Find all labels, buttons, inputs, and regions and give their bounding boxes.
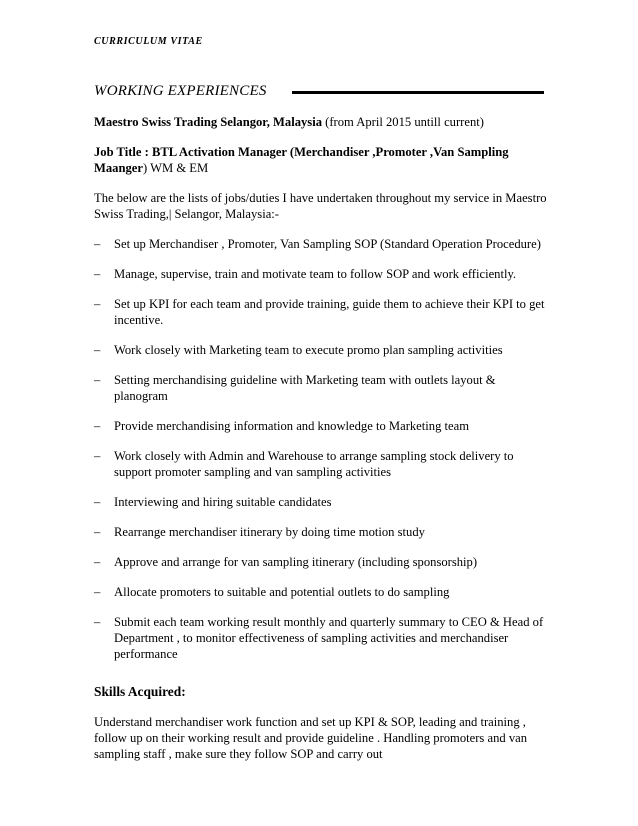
list-item	[94, 584, 549, 600]
duty-text: Work closely with Marketing team to execute promo plan sampling activities	[114, 343, 503, 357]
duty-text: Approve and arrange for van sampling itinerary (including sponsorship)	[114, 555, 478, 569]
section-divider	[292, 91, 544, 94]
duty-text: Set up KPI for each team and provide training, guide them to achieve their KPI to get incentive.	[114, 297, 545, 327]
list-item	[94, 296, 549, 328]
dash-bullet: –	[94, 555, 101, 569]
job-title-line	[94, 144, 549, 176]
job-title-suffix: ) WM & EM	[142, 161, 209, 175]
employer-name: Maestro Swiss Trading Selangor, Malaysia	[94, 115, 322, 129]
duty-text: Work closely with Admin and Warehouse to arrange sampling stock delivery to support promoter sampling and van sampling activities	[114, 449, 514, 479]
duty-text: Setting merchandising guideline with Marketing team with outlets layout & planogram	[114, 373, 496, 403]
list-item	[94, 236, 549, 252]
list-item	[94, 494, 549, 510]
dash-bullet: –	[94, 343, 101, 357]
dash-bullet: –	[94, 267, 101, 281]
skills-heading: Skills Acquired:	[94, 684, 186, 699]
list-item	[94, 614, 549, 662]
employment-period: (from April 2015 untill current)	[322, 115, 484, 129]
list-item	[94, 266, 549, 282]
dash-bullet: –	[94, 615, 101, 629]
job-title: Job Title : BTL Activation Manager (Merchandiser ,Promoter ,Van Sampling Maanger	[94, 145, 509, 175]
dash-bullet: –	[94, 525, 101, 539]
experience-content	[94, 114, 549, 776]
duty-text: Manage, supervise, train and motivate team to follow SOP and work efficiently.	[114, 267, 517, 281]
duty-text: Allocate promoters to suitable and potential outlets to do sampling	[114, 585, 450, 599]
dash-bullet: –	[94, 297, 101, 311]
duty-text: Provide merchandising information and knowledge to Marketing team	[114, 419, 469, 433]
dash-bullet: –	[94, 419, 101, 433]
dash-bullet: –	[94, 449, 101, 463]
dash-bullet: –	[94, 585, 101, 599]
duty-text: Submit each team working result monthly and quarterly summary to CEO & Head of Department , to monitor effectiveness of sampling activities and merchandiser performance	[114, 615, 544, 661]
dash-bullet: –	[94, 237, 101, 251]
list-item	[94, 342, 549, 358]
list-item	[94, 372, 549, 404]
list-item	[94, 554, 549, 570]
duties-list	[94, 236, 549, 662]
duty-text: Interviewing and hiring suitable candidates	[114, 495, 332, 509]
list-item	[94, 418, 549, 434]
duty-text: Rearrange merchandiser itinerary by doing time motion study	[114, 525, 425, 539]
document-header-title: CURRICULUM VITAE	[94, 36, 203, 47]
skills-text: Understand merchandiser work function and set up KPI & SOP, leading and training , follow up on their working result and provide guideline . Handling promoters and van sampling staff , make sure they follow SOP and carry out	[94, 715, 527, 761]
dash-bullet: –	[94, 495, 101, 509]
dash-bullet: –	[94, 373, 101, 387]
list-item	[94, 448, 549, 480]
list-item	[94, 524, 549, 540]
duty-text: Set up Merchandiser , Promoter, Van Sampling SOP (Standard Operation Procedure)	[114, 237, 541, 251]
section-heading: WORKING EXPERIENCES	[94, 83, 267, 99]
employer-line	[94, 114, 549, 130]
duties-intro: The below are the lists of jobs/duties I have undertaken throughout my service in Maestro Swiss Trading,| Selangor, Malaysia:-	[94, 191, 547, 221]
